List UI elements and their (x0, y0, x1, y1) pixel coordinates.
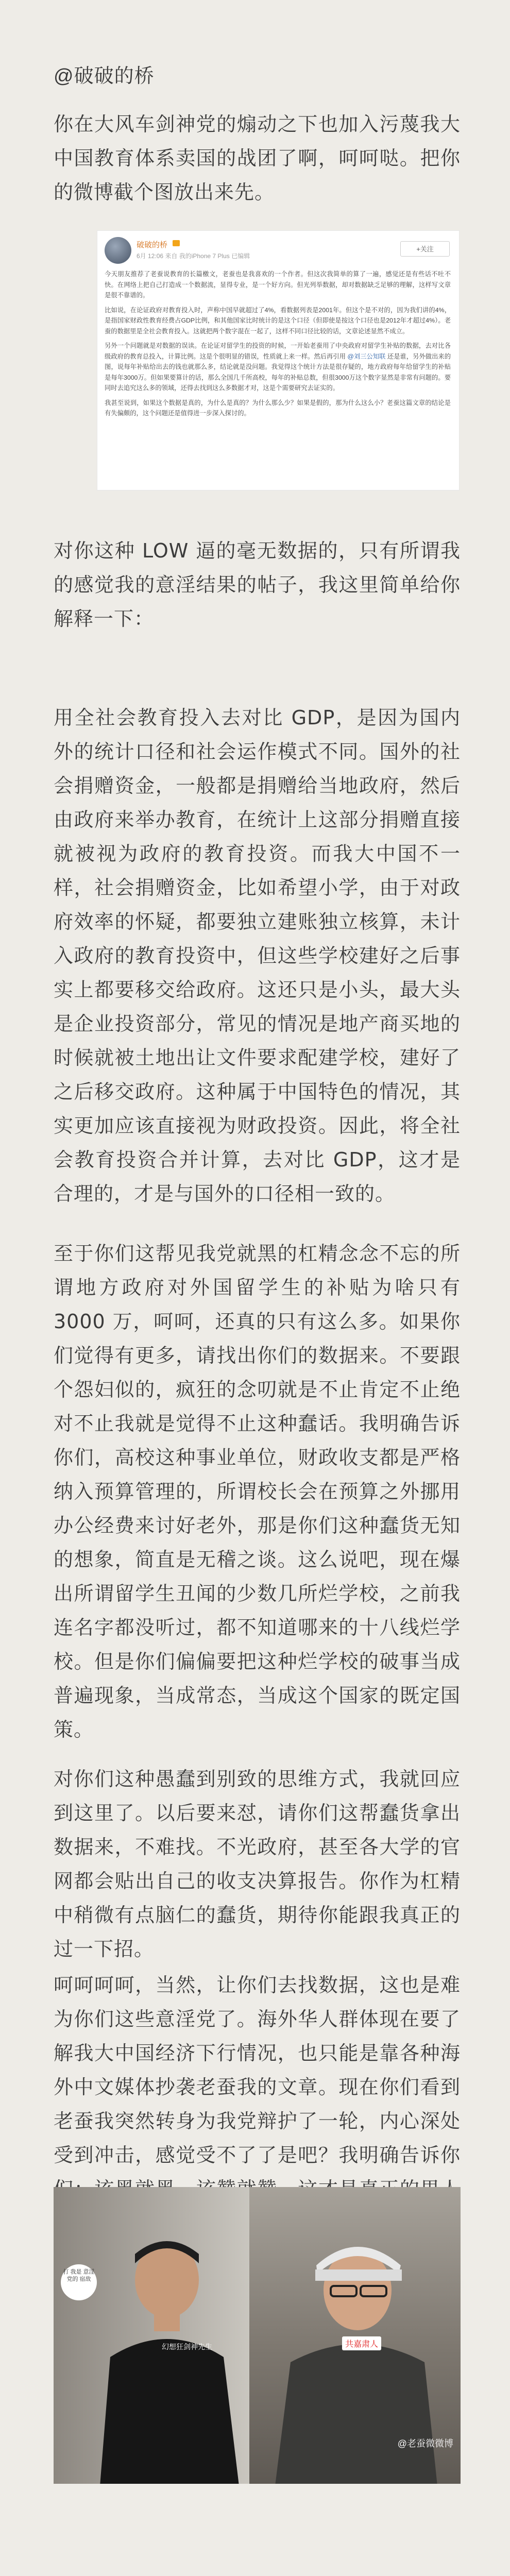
follow-button: +关注 (400, 241, 450, 257)
mention-link[interactable]: @刘三公知联 (347, 352, 386, 360)
weibo-paragraph: 我甚至说到，如果这个数据是真的，为什么是真的？为什么那么少？如果是假的，那为什么这么小？老蚕这篇文章的结论是有失偏颇的，这个问题还是值得进一步深入探讨的。 (105, 399, 451, 417)
weibo-paragraph: 另外一个问题就是对数据的误读。在论证对留学生的投资的时候，一开始老蚕用了中央政府对留学生补贴的数据，去对比各级政府的教育总投入，计算比例。这是个很明显的错误，性质就上来一样。然后再引用 @刘三公知联 还是谁，另外做出来的图，说每年补贴给出去的钱也就那么多，结论就是没问题。我觉得这个统计方法是很存疑的，地方政府每年给留学生的补贴是每年3000万。但如果要算计的话，那么全国几千所高校，每年的补贴总数，但很3000万这个数字显然是非常有问题的。要同时去追究这么多的领域，还得去找到这么多数据才对，这是个需要研究去证实的。 (105, 342, 451, 392)
author-handle[interactable]: @破破的桥 (54, 65, 155, 87)
weibo-screenshot (97, 230, 460, 490)
avatar (105, 237, 131, 264)
vip-badge-icon (173, 240, 180, 246)
paragraph-data: 对你们这种愚蠢到别致的思维方式，我就回应到这里了。以后要来怼，请你们这帮蠢货拿出数据来，不难找。不光政府，甚至各大学的官网都会贴出自己的收支决算报告。你作为杠精中稍微有点脑仁的蠢货，期待你能跟我真正的过一下招。 (54, 1768, 461, 1960)
paragraph-gdp: 用全社会教育投入去对比 GDP，是因为国内外的统计口径和社会运作模式不同。国外的社会捐赠资金，一般都是捐赠给当地政府，然后由政府来举办教育，在统计上这部分捐赠直接就被视为政府的教育投资。而我大中国不一样，社会捐赠资金，比如希望小学，由于对政府效率的怀疑，都要独立建账独立核算，未计入政府的教育投资中，但这些学校建好之后事实上都要移交给政府。这还只是小头，最大头是企业投资部分，常见的情况是地产商买地的时候就被土地出让文件要求配建学校，建好了之后移交政府。这种属于中国特色的情况，其实更加应该直接视为财政投资。因此，将全社会教育投资合并计算，去对比 GDP，这才是合理的，才是与国外的口径相一致的。 (54, 706, 461, 1205)
person-left-figure (90, 2223, 244, 2484)
weibo-header (105, 237, 450, 268)
weibo-body (105, 269, 451, 423)
weibo-username: 破破的桥 (137, 241, 168, 249)
weibo-paragraph: 今天朋友推荐了老蚕说教育的长篇檄文，老蚕也是我喜欢的一个作者。但这次我简单的算了一遍，感觉还是有些话不吐不快。在网络上把自己打造成一个数据流，显得专业，是一个好方向。但光列举数据，却对数据缺乏足够的理解，这样写文章是很不靠谱的。 (105, 270, 451, 299)
paragraph-closing: 呵呵呵呵，当然，让你们去找数据，这也是难为你们这些意淫党了。海外华人群体现在要了解我大中国经济下行情况，也只能是靠各种海外中文媒体抄袭老蚕我的文章。现在你们看到老蚕我突然转身为我党辩护了一轮，内心深处受到冲击，感觉受不了了是吧？我明确告诉你 (54, 1974, 461, 2166)
weibo-meta: 6月 12:06 来自 我的iPhone 7 Plus 已编辑 (137, 252, 250, 260)
photo (54, 2187, 461, 2484)
right-caption: 共嘉肃人 (342, 2336, 381, 2350)
paragraph-subsidy: 至于你们这帮见我党就黑的杠精念念不忘的所谓地方政府对外国留学生的补贴为啥只有 3000 万，呵呵，还真的只有这么多。如果你们觉得有更多，请找出你们的数据来。不要跟个怨妇似的，疯狂的念叨就是不止肯定不止绝对不止我就是觉得不止这种蠢话。我明确告诉你们，高校这种事业单位，财政收支都是严格纳入预算管理的，所谓校长会在预算之外挪用办公经费来讨好老外，那是你们这种蠢货无知的想象，简直是无稽之谈。这么说吧，现在爆出所谓留学生丑闻的少数几所烂学校，之前我连名字都没听过，都不知道哪来的十八线烂学校。但是你们偏偏要把这种烂学校的破事当成普遍现象，当成常态，当成这个国家的既定国策。 (54, 1242, 461, 1741)
left-caption: 幻想狂剑神先生 (162, 2343, 212, 2351)
weibo-paragraph: 比如说，在论证政府对教育投入时，声称中国早就超过了4%，看数据列表是2001年。但这个是不对的，因为我们讲的4%，是指国家财政性教育经费占GDP比例，和其他国家比时统计的是这个口径（但即使是按这个口径也是2012年才超过4%）。老蚕的数据里是全社会教育投入。这就把两个数字混在一起了，这样不同口径比较的话，文章论述显然不成立。 (105, 306, 451, 335)
paragraph-response: 对你这种 LOW 逼的毫无数据的，只有所谓我的感觉我的意淫结果的帖子，我这里简单给你解释一下： (54, 539, 461, 630)
sticker-bubble: 打 我是 意淫 党的 宿敌 (61, 2264, 97, 2300)
photo-watermark: @老蚕微微博 (397, 2438, 453, 2449)
paragraph-intro: 你在大风车剑神党的煽动之下也加入污蔑我大中国教育体系卖国的战团了啊，呵呵哒。把你的微博截个图放出来先。 (54, 113, 461, 204)
